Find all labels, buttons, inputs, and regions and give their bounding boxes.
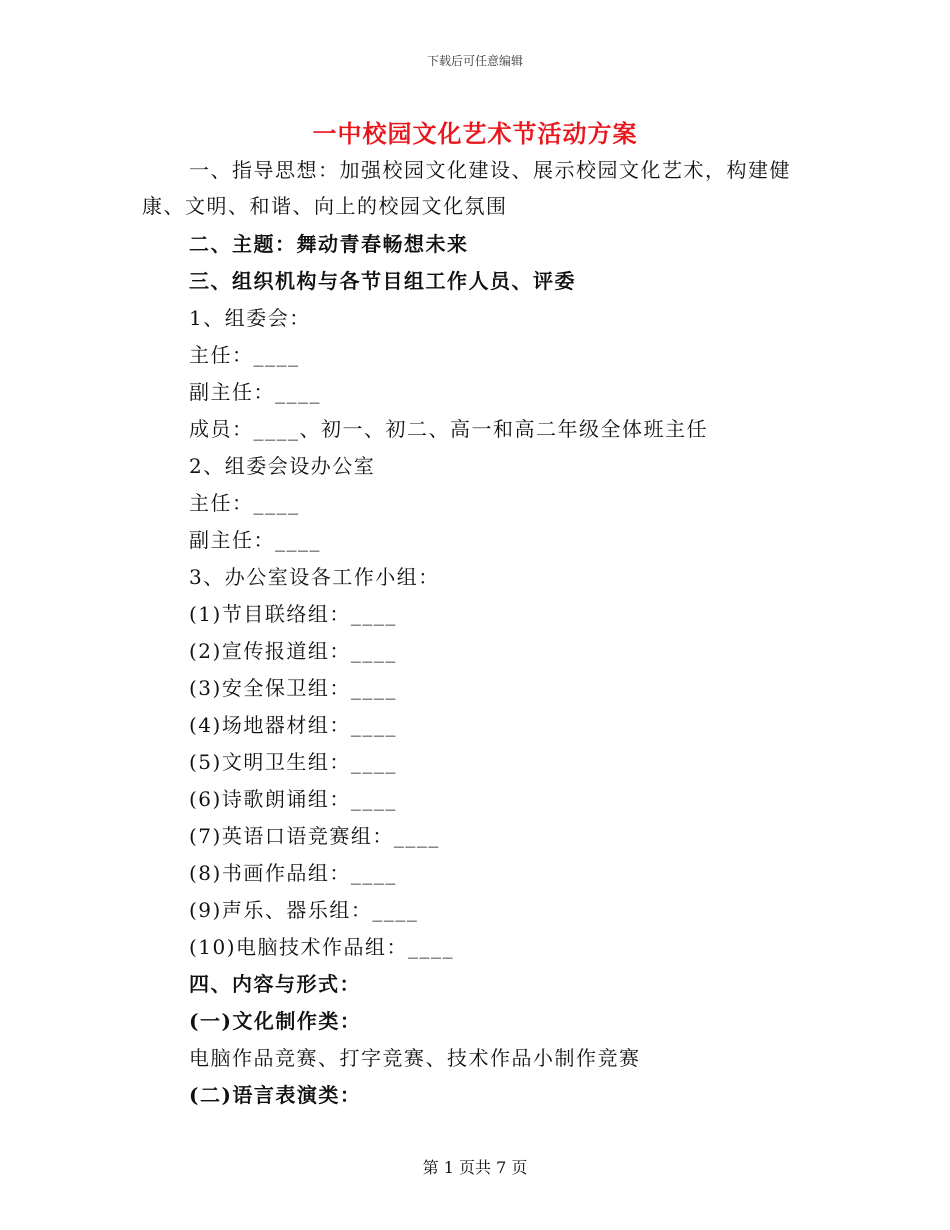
section-guiding-ideology: 一、指导思想：加强校园文化建设、展示校园文化艺术，构建健 bbox=[189, 158, 791, 182]
work-group-item: (8)书画作品组：____ bbox=[189, 861, 397, 885]
page-footer: 第 1 页共 7 页 bbox=[422, 1158, 528, 1177]
work-group-item: (7)英语口语竞赛组：____ bbox=[189, 824, 440, 848]
committee-director: 主任：____ bbox=[189, 343, 300, 367]
section-organization: 三、组织机构与各节目组工作人员、评委 bbox=[189, 269, 576, 293]
section-guiding-ideology-cont: 康、文明、和谐、向上的校园文化氛围 bbox=[142, 194, 508, 218]
work-group-item: (2)宣传报道组：____ bbox=[189, 639, 397, 663]
office-deputy: 副主任：____ bbox=[189, 528, 321, 552]
category-language-performance: (二)语言表演类： bbox=[189, 1083, 362, 1107]
work-groups-heading: 3、办公室设各工作小组： bbox=[189, 565, 440, 589]
work-group-item: (5)文明卫生组：____ bbox=[189, 750, 397, 774]
work-group-item: (3)安全保卫组：____ bbox=[189, 676, 397, 700]
page-header: 下载后可任意编辑 bbox=[426, 54, 523, 68]
committee-deputy: 副主任：____ bbox=[189, 380, 321, 404]
category-culture-production-text: 电脑作品竞赛、打字竞赛、技术作品小制作竞赛 bbox=[189, 1046, 641, 1070]
office-heading: 2、组委会设办公室 bbox=[189, 454, 376, 478]
work-group-item: (1)节目联络组：____ bbox=[189, 602, 397, 626]
work-group-item: (9)声乐、器乐组：____ bbox=[189, 898, 419, 922]
committee-heading: 1、组委会： bbox=[189, 306, 311, 330]
section-content-form: 四、内容与形式： bbox=[189, 972, 361, 996]
work-group-item: (6)诗歌朗诵组：____ bbox=[189, 787, 397, 811]
section-theme: 二、主题：舞动青春畅想未来 bbox=[189, 232, 469, 256]
committee-members: 成员：____、初一、初二、高一和高二年级全体班主任 bbox=[189, 417, 708, 441]
office-director: 主任：____ bbox=[189, 491, 300, 515]
work-group-item: (4)场地器材组：____ bbox=[189, 713, 397, 737]
document-title: 一中校园文化艺术节活动方案 bbox=[312, 119, 638, 148]
work-group-item: (10)电脑技术作品组：____ bbox=[189, 935, 455, 959]
category-culture-production: (一)文化制作类： bbox=[189, 1009, 362, 1033]
